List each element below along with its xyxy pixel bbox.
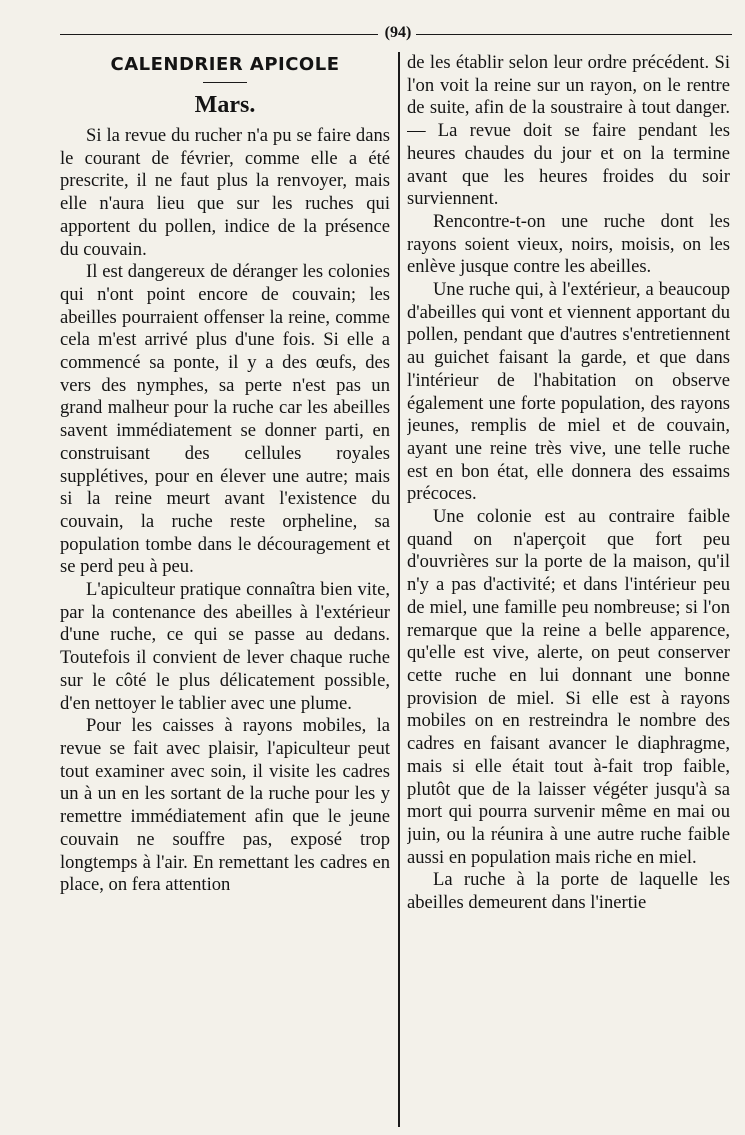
header-rule-right xyxy=(416,34,732,35)
left-column xyxy=(60,52,390,1127)
month-title: Mars. xyxy=(194,92,256,118)
paragraph: La ruche à la porte de laquelle les abeilles demeurent dans l'inertie xyxy=(407,869,730,914)
right-column xyxy=(407,52,730,1127)
column-divider xyxy=(398,52,400,1127)
paragraph: Rencontre-t-on une ruche dont les rayons soient vieux, noirs, moisis, on les enlève jusque contre les abeilles. xyxy=(407,210,730,278)
title-rule xyxy=(203,82,247,83)
paragraph: Une ruche qui, à l'extérieur, a beaucoup d'abeilles qui vont et viennent apportant du pollen, pendant que d'autres s'entretiennent au guichet faisant la garde, et que dans l'intérieur de l'habitation on observe également une forte population, des rayons jeunes, remplis de miel et de couvain, ayant une reine très vive, une telle ruche est en bon état, elle donnera des essaims précoces. xyxy=(407,279,730,505)
page-header xyxy=(60,22,732,46)
paragraph: Il est dangereux de déranger les colonies qui n'ont point encore de couvain; les abeilles pourraient offenser la reine, comme cela m'est arrivé plus d'une fois. Si elle a commencé sa ponte, il y a des œufs, des vers des nymphes, sa perte n'est pas un grand malheur pour la ruche car les abeilles savent immédiatement se donner parti, en construisant des cellules royales supplétives, pour en élever une autre; mais si la reine meurt avant l'existence du couvain, la ruche reste orpheline, sa population tombe dans le découragement et se perd peu à peu. xyxy=(60,261,390,578)
section-title: CALENDRIER APICOLE xyxy=(110,54,340,75)
paragraph: L'apiculteur pratique connaîtra bien vite, par la contenance des abeilles à l'extérieur d'une ruche, ce qui se passe au dedans. Toutefois il convient de lever chaque ruche sur le côté le plus délicatement possible, d'en nettoyer le tablier avec une plume. xyxy=(60,579,390,714)
paragraph: Si la revue du rucher n'a pu se faire dans le courant de février, comme elle a été prescrite, il ne faut plus la renvoyer, mais elle n'aura lieu que sur les ruches qui apportent du pollen, indice de la présence du couvain. xyxy=(60,125,390,260)
page-number: (94) xyxy=(384,24,412,41)
paragraph: Une colonie est au contraire faible quand on n'aperçoit que fort peu d'ouvrières sur la porte de la maison, qu'il n'y a pas d'activité; et dans l'intérieur peu de miel, une famille peu nombreuse; si l'on remarque que la reine a belle apparence, qu'elle est vive, alerte, on peut conserver cette ruche en lui donnant une bonne provision de miel. Si elle est à rayons mobiles on en restreindra le nombre des cadres en faisant avancer le diaphragme, mais si elle était tout à-fait trop faible, plutôt que de la laisser végéter jusqu'à sa mort qui pourra survenir même en mai ou juin, ou la réunira à une autre ruche faible aussi en population mais riche en miel. xyxy=(407,506,730,868)
header-rule-left xyxy=(60,34,378,35)
paragraph: Pour les caisses à rayons mobiles, la revue se fait avec plaisir, l'apiculteur peut tout examiner avec soin, il visite les cadres un à un en les sortant de la ruche pour les y remettre immédiatement afin que le jeune couvain ne souffre pas, exposé trop longtemps à l'air. En remettant les cadres en place, on fera attention xyxy=(60,715,390,896)
paragraph-continuation: de les établir selon leur ordre précédent. Si l'on voit la reine sur un rayon, on le rentre de suite, afin de la soustraire à tout danger. — La revue doit se faire pendant les heures chaudes du jour et on la termine avant que les heures froides du soir surviennent. xyxy=(407,52,730,210)
